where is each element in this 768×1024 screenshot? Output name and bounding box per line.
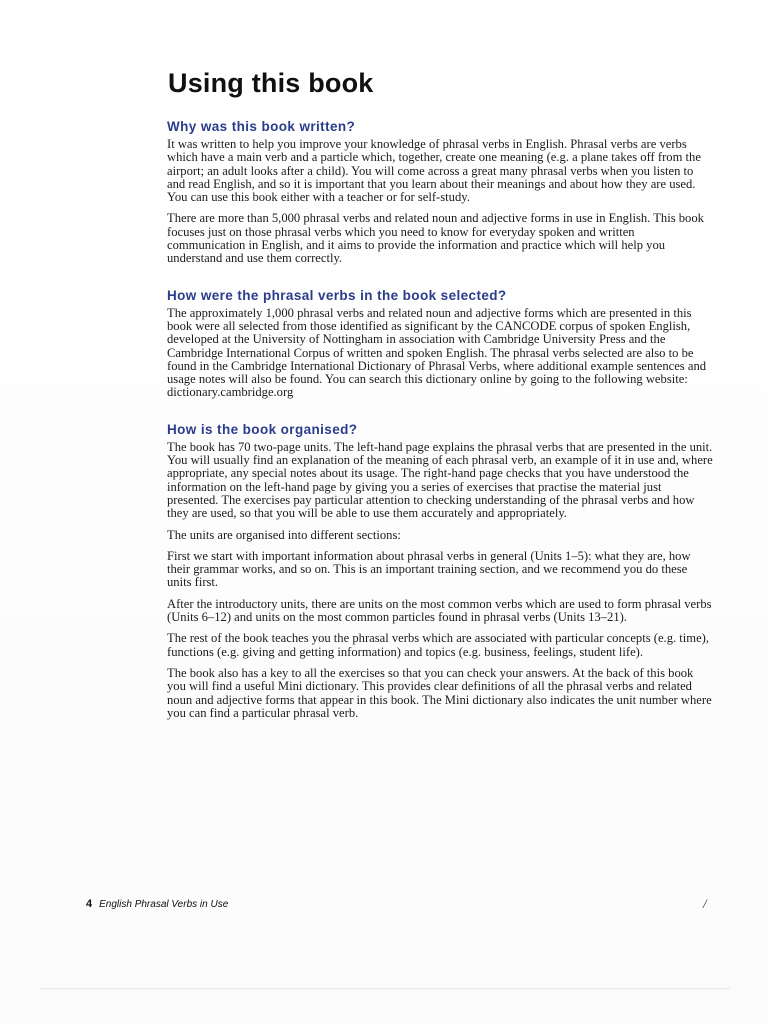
paragraph: The approximately 1,000 phrasal verbs and related noun and adjective forms which are presented in this book were all selected from those identified as significant by the CANCODE corpus of spoken English, developed at the University of Nottingham in association with Cambridge University Press and the Cambridge International Corpus of written and spoken English. The phrasal verbs selected are also to be found in the Cambridge International Dictionary of Phrasal Verbs, where additional example sentences and usage notes will also be found. You can search this dictionary online by going to the following website: dictionary.cambridge.org [167,305,707,400]
section-heading: How is the book organised? [167,421,358,437]
scan-edge-divider [40,988,730,989]
paragraph: After the introductory units, there are units on the most common verbs which are used to form phrasal verbs (Units 6–12) and units on the most common particles found in phrasal verbs (Units 13–21). [167,596,712,625]
section-heading: How were the phrasal verbs in the book selected? [167,287,507,303]
section-how-selected [165,288,713,400]
page-number: 4 [86,898,93,910]
section-heading: Why was this book written? [167,119,356,134]
corner-mark: / [703,896,707,911]
paragraph: The book has 70 two-page units. The left-hand page explains the phrasal verbs that are presented in the unit. You will usually find an explanation of the meaning of each phrasal verb, an example of it in use and, where appropriate, any special notes about its usage. The right-hand page checks that you have understood the information on the left-hand page by giving you a series of exercises that practise the material just presented. The exercises pay particular attention to checking understanding of the phrasal verbs and how they are used, so that you will be able to use them accurately and appropriately. [167,439,713,521]
paragraph: The book also has a key to all the exercises so that you can check your answers. At the back of this book you will find a useful Mini dictionary. This provides clear definitions of all the phrasal verbs and related noun and adjective forms that appear in this book. The Mini dictionary also indicates the unit number where you can find a particular phrasal verb. [167,665,712,720]
paragraph: First we start with important information about phrasal verbs in general (Units 1–5): what they are, how their grammar works, and so on. This is an important training section, and we recommend you do these units first. [167,548,691,590]
paragraph: The rest of the book teaches you the phrasal verbs which are associated with particular concepts (e.g. time), functions (e.g. giving and getting information) and topics (e.g. business, feelings, student life). [167,631,710,659]
section-why-written [165,119,713,266]
paragraph: The units are organised into different sections: [167,527,401,542]
page-content [165,68,713,738]
section-how-organised [165,422,713,720]
paragraph: There are more than 5,000 phrasal verbs and related noun and adjective forms in use in English. This book focuses just on those phrasal verbs which you need to know for everyday spoken and written communication in English, and it aims to provide the information and practice which will help you understand and use them correctly. [167,211,704,266]
page-title: Using this book [168,68,374,98]
paragraph: It was written to help you improve your knowledge of phrasal verbs in English. Phrasal verbs are verbs which have a main verb and a particle which, together, create one meaning (e.g. a plane takes off from the airport; an adult looks after a child). You will come across a great many phrasal verbs when you listen to and read English, and so it is important that you learn about their meanings and about how they are used. You can use this book either with a teacher or for self-study. [167,137,701,205]
page-footer [86,898,228,910]
book-title: English Phrasal Verbs in Use [99,899,229,910]
